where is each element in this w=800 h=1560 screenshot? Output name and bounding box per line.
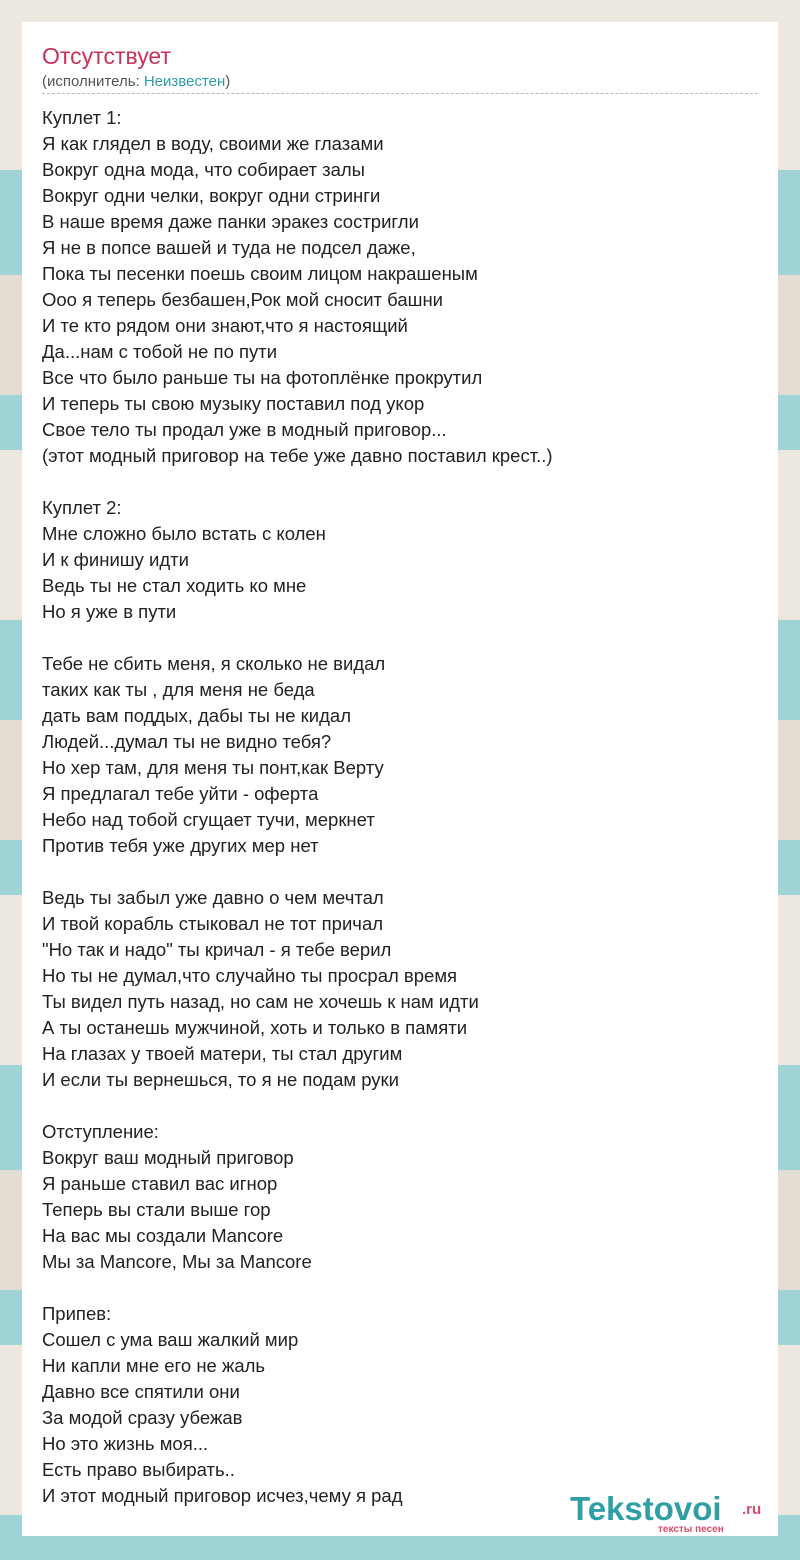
- lyric-line: Ведь ты не стал ходить ко мне: [42, 575, 307, 596]
- lyric-line: Вокруг ваш модный приговор: [42, 1147, 294, 1168]
- lyric-line: Припев:: [42, 1303, 112, 1324]
- artist-link[interactable]: Неизвестен: [143, 73, 226, 90]
- lyric-line: Но я уже в пути: [42, 601, 177, 622]
- lyric-line: На глазах у твоей матери, ты стал другим: [42, 1043, 403, 1064]
- lyric-line: И если ты вернешься, то я не подам руки: [42, 1069, 399, 1090]
- lyric-line: Свое тело ты продал уже в модный приговор...: [42, 419, 447, 440]
- lyric-line: Ты видел путь назад, но сам не хочешь к нам идти: [42, 991, 479, 1012]
- lyric-line: Но это жизнь моя...: [42, 1433, 209, 1454]
- lyric-line: Я раньше ставил вас игнор: [42, 1173, 278, 1194]
- lyric-line: "Но так и надо" ты кричал - я тебе верил: [42, 939, 392, 960]
- lyric-line: И твой корабль стыковал не тот причал: [42, 913, 384, 934]
- artist-suffix: ): [225, 73, 231, 90]
- lyric-line: Все что было раньше ты на фотоплёнке прокрутил: [42, 367, 483, 388]
- lyric-line: И те кто рядом они знают,что я настоящий: [42, 315, 408, 336]
- lyric-line: Пока ты песенки поешь своим лицом накрашеным: [42, 263, 478, 284]
- lyric-blank-line: [42, 625, 758, 651]
- lyric-blank-line: [42, 859, 758, 885]
- logo-domain: .ru: [742, 1501, 762, 1518]
- lyric-line: Есть право выбирать..: [42, 1459, 235, 1480]
- lyric-blank-line: [42, 1275, 758, 1301]
- lyric-line: Против тебя уже других мер нет: [42, 835, 319, 856]
- title-separator: [42, 93, 758, 94]
- lyric-line: Людей...думал ты не видно тебя?: [42, 731, 332, 752]
- lyric-line: И теперь ты свою музыку поставил под укор: [42, 393, 425, 414]
- lyric-line: таких как ты , для меня не беда: [42, 679, 315, 700]
- lyric-blank-line: [42, 1093, 758, 1119]
- lyric-line: Мне сложно было встать с колен: [42, 523, 326, 544]
- lyric-line: Куплет 2:: [42, 497, 122, 518]
- lyrics-body: [42, 105, 758, 1509]
- song-title: Отсутствует: [42, 43, 171, 69]
- lyrics-card: [22, 22, 778, 1536]
- logo-wordmark: Tekstovoi: [570, 1490, 722, 1527]
- lyric-line: Ооо я теперь безбашен,Рок мой сносит башни: [42, 289, 444, 310]
- lyric-line: Ни капли мне его не жаль: [42, 1355, 266, 1376]
- logo-tagline: тексты песен: [658, 1524, 724, 1535]
- lyric-line: И к финишу идти: [42, 549, 189, 570]
- lyric-line: дать вам поддых, дабы ты не кидал: [42, 705, 351, 726]
- lyric-line: Да...нам с тобой не по пути: [42, 341, 278, 362]
- lyric-line: Вокруг одни челки, вокруг одни стринги: [42, 185, 381, 206]
- lyric-line: Тебе не сбить меня, я сколько не видал: [42, 653, 386, 674]
- lyric-line: Небо над тобой сгущает тучи, меркнет: [42, 809, 375, 830]
- lyric-line: Но хер там, для меня ты понт,как Верту: [42, 757, 384, 778]
- lyric-line: Теперь вы стали выше гор: [42, 1199, 271, 1220]
- lyric-line: Отступление:: [42, 1121, 159, 1142]
- lyric-line: (этот модный приговор на тебе уже давно поставил крест..): [42, 445, 553, 466]
- lyric-line: За модой сразу убежав: [42, 1407, 243, 1428]
- lyric-line: Давно все спятили они: [42, 1381, 240, 1402]
- artist-prefix: (исполнитель:: [42, 73, 144, 90]
- lyric-line: Я предлагал тебе уйти - оферта: [42, 783, 319, 804]
- lyric-line: Я не в попсе вашей и туда не подсел даже,: [42, 237, 416, 258]
- lyric-line: Вокруг одна мода, что собирает залы: [42, 159, 365, 180]
- lyric-line: А ты останешь мужчиной, хоть и только в памяти: [42, 1017, 468, 1038]
- lyric-blank-line: [42, 469, 758, 495]
- site-logo[interactable]: [570, 1491, 780, 1535]
- lyric-line: Сошел с ума ваш жалкий мир: [42, 1329, 299, 1350]
- lyric-line: Но ты не думал,что случайно ты просрал время: [42, 965, 458, 986]
- lyric-line: На вас мы создали Mancore: [42, 1225, 284, 1246]
- lyric-line: Я как глядел в воду, своими же глазами: [42, 133, 384, 154]
- lyric-line: Куплет 1:: [42, 107, 122, 128]
- artist-line: [42, 73, 230, 91]
- lyric-line: Ведь ты забыл уже давно о чем мечтал: [42, 887, 384, 908]
- lyric-line: Мы за Mancore, Мы за Mancore: [42, 1251, 312, 1272]
- lyric-line: В наше время даже панки эракез состригли: [42, 211, 419, 232]
- lyric-line: И этот модный приговор исчез,чему я рад: [42, 1485, 403, 1506]
